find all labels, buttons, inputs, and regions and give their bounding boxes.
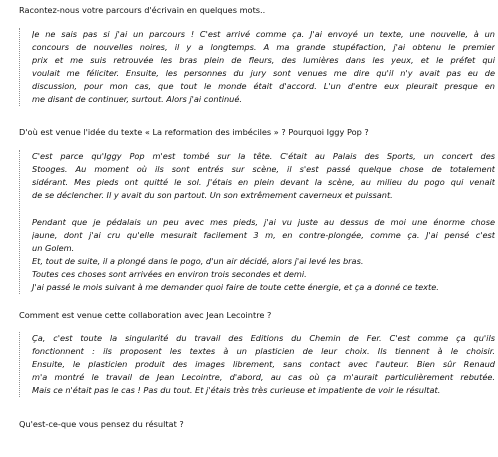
answer-2 [19, 150, 495, 294]
answer-2-p2-line-4: Et, tout de suite, il a plongé dans le pogo, d'un air décidé, alors j'ai levé les bras. [32, 256, 364, 266]
answer-1-line-1: Je ne sais pas si j'ai un parcours ! C'est arrivé comme ça. J'ai envoyé un texte, une nouvelle, à un [32, 29, 495, 39]
answer-3-line-1: Ça, c'est toute la singularité du travail des Editions du Chemin de Fer. C'est comme ça qu'ils [32, 333, 495, 343]
answer-1-line-4: voulait me féliciter. Ensuite, les personnes du jury sont venues me dire qu'il n'y avait pas eu de [32, 68, 495, 78]
answer-2-p2-line-1: Pendant que je pédalais un peu avec mes pieds, j'ai vu juste au dessus de moi une énorme chose [32, 217, 495, 227]
answer-2-p1-line-3: sidérant. Mes pieds ont quitté le sol. J'étais en plein devant la scène, au milieu du pogo qui venait [32, 177, 495, 187]
question-4: Qu'est-ce-que vous pensez du résultat ? [19, 419, 184, 429]
answer-1-line-2: concours de nouvelles noires, il y a longtemps. A ma grande stupéfaction, j'ai obtenu le premier [32, 42, 495, 52]
answer-2-p1-line-4: de se déclencher. Il y avait du son partout. Un son extrêmement caverneux et puissant. [32, 190, 393, 200]
answer-3-line-4: m'a montré le travail de Jean Lecointre, d'abord, au cas où ça m'aurait particulièrement rebutée. [32, 372, 495, 382]
answer-2-p1-line-2: Stooges. Au moment où ils sont entrés sur scène, il s'est passé quelque chose de totalement [32, 164, 495, 174]
answer-3-line-5: Mais ce n'était pas le cas ! Pas du tout. Et j'étais très très curieuse et impatiente de voir le résultat. [32, 385, 441, 395]
answer-3-line-3: Ensuite, le plasticien produit des images librement, sans contact avec l'auteur. Bien sûr Renaud [32, 359, 495, 369]
answer-2-p2-line-5: Toutes ces choses sont arrivées en environ trois secondes et demi. [32, 269, 307, 279]
question-1: Racontez-nous votre parcours d'écrivain en quelques mots.. [19, 5, 266, 15]
answer-2-p2-line-3: un Golem. [32, 243, 75, 253]
answer-3 [19, 332, 495, 397]
answer-3-line-2: fonctionnent : ils proposent les textes à un plasticien de leur choix. Ils tiennent à le choisir. [32, 346, 495, 356]
answer-2-p2-line-2: jaune, dont j'ai cru qu'elle mesurait facilement 3 m, en contre-plongée, comme ça. J'ai pensé c'est [32, 230, 495, 240]
paragraph-gap [32, 202, 495, 216]
question-3: Comment est venue cette collaboration avec Jean Lecointre ? [19, 310, 272, 320]
question-2: D'où est venue l'idée du texte « La reformation des imbéciles » ? Pourquoi Iggy Pop ? [19, 127, 369, 137]
answer-2-p2-line-6: J'ai passé le mois suivant à me demander quoi faire de toute cette énergie, et ça a donné ce texte. [32, 282, 439, 292]
answer-1 [19, 28, 495, 106]
answer-1-line-6: me disant de continuer, surtout. Alors j'ai continué. [32, 94, 243, 104]
answer-2-p1-line-1: C'est parce qu'Iggy Pop m'est tombé sur la tête. C'était au Palais des Sports, un concert des [32, 151, 495, 161]
answer-1-line-3: prix et me suis retrouvée les bras plein de fleurs, des lumières dans les yeux, et le préfet qui [32, 55, 495, 65]
answer-1-line-5: discussion, pour mon cas, que tout le monde était d'accord. L'un d'entre eux pleurait presque en [32, 81, 495, 91]
